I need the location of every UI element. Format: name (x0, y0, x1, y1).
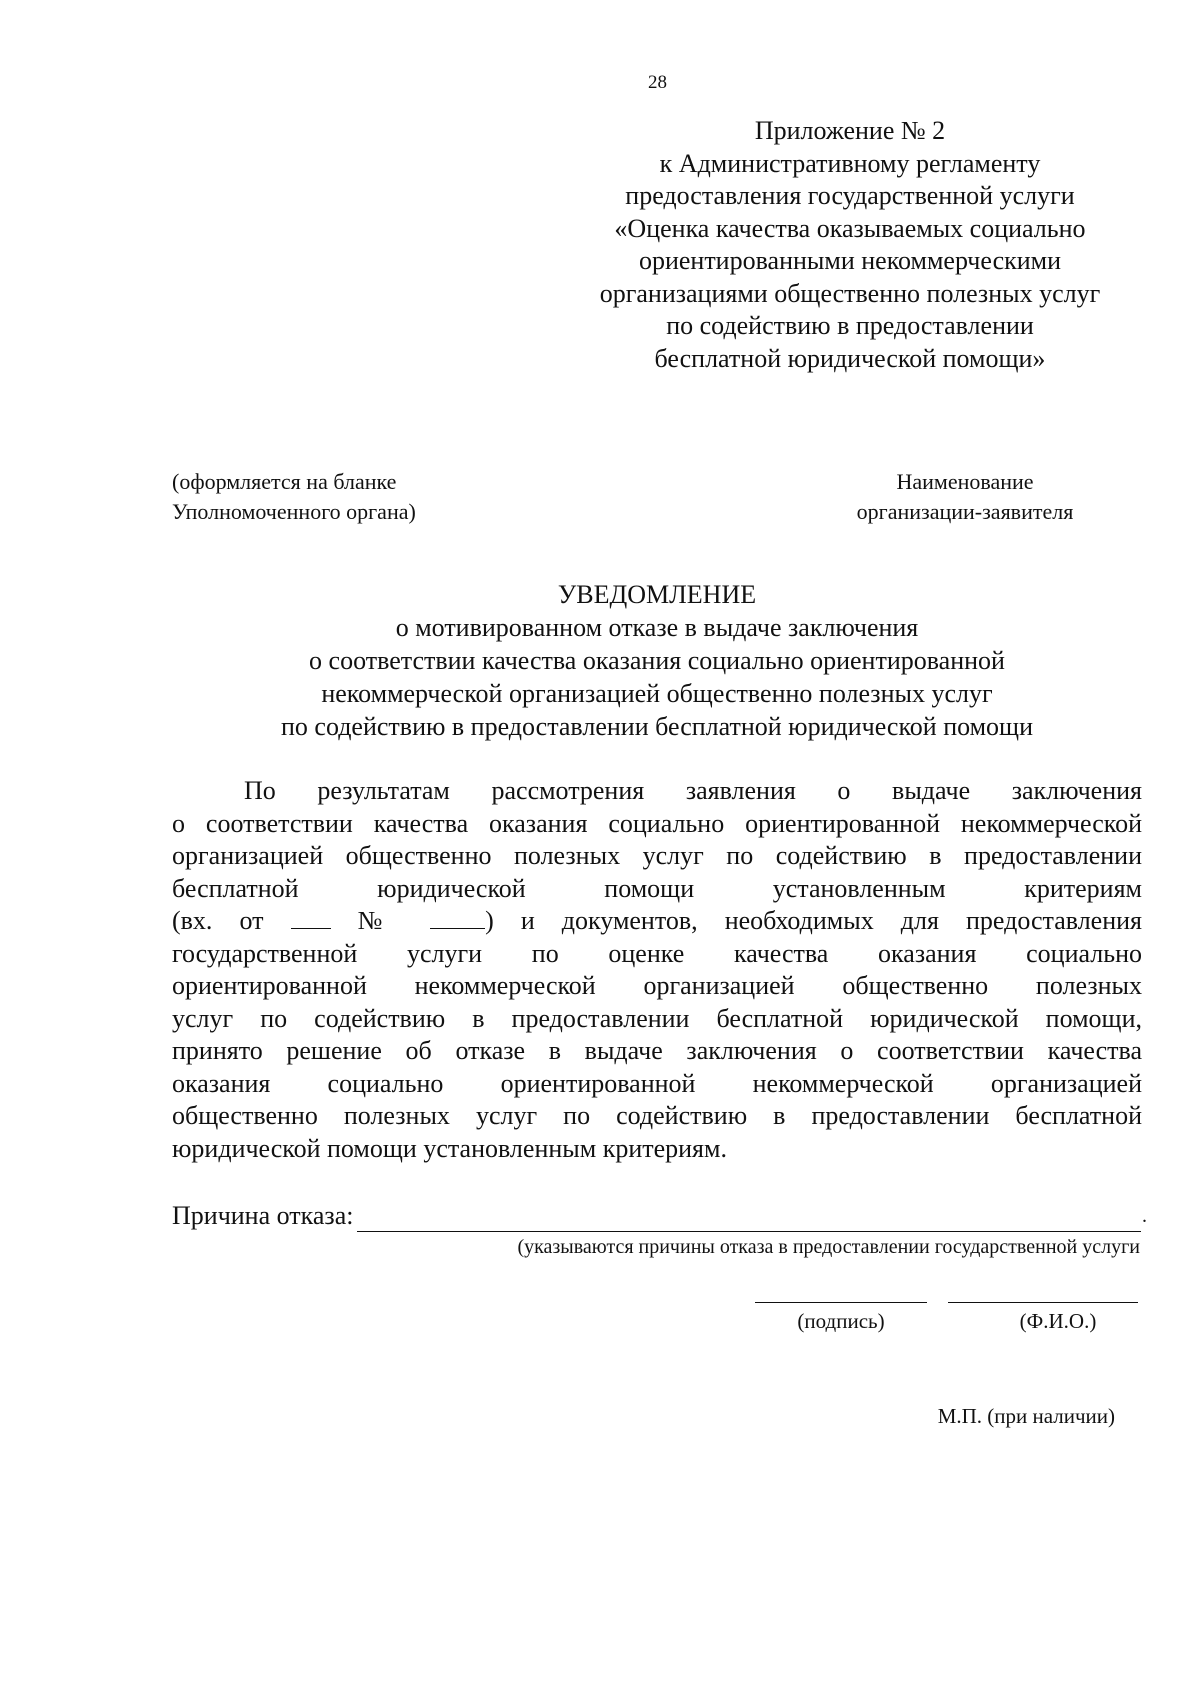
body-line: бесплатной юридической помощи установленным критериям (172, 873, 1142, 903)
page-number: 28 (648, 72, 667, 93)
recipient-line: Наименование (896, 469, 1034, 494)
body-line: ориентированной некоммерческой организацией общественно полезных (172, 971, 1142, 1000)
body-line: услуг по содействию в предоставлении бесплатной юридической помощи, (172, 1003, 1142, 1033)
notice-subtitle-line: о мотивированном отказе в выдаче заключения (395, 613, 919, 642)
incoming-suffix: ) и документов, необходимых для предоставления (485, 906, 1142, 935)
appendix-line: к Административному регламенту (659, 148, 1041, 178)
body-line: принято решение об отказе в выдаче заключения о соответствии качества (172, 1036, 1142, 1065)
appendix-line: по содействию в предоставлении (666, 311, 1034, 340)
recipient-line: организации-заявителя (856, 499, 1074, 524)
appendix-header (570, 115, 1130, 375)
full-name-label: (Ф.И.О.) (1019, 1309, 1097, 1333)
notice-subtitle-line: о соответствии качества оказания социально ориентированной (309, 646, 1005, 675)
body-line: По результатам рассмотрения заявления о выдаче заключения (244, 776, 1142, 805)
number-sign: № (357, 906, 404, 935)
notice-title: УВЕДОМЛЕНИЕ (557, 580, 757, 609)
appendix-line: «Оценка качества оказываемых социально (614, 213, 1086, 243)
appendix-line: ориентированными некоммерческими (638, 246, 1062, 275)
signature-label: (подпись) (797, 1309, 885, 1333)
refusal-reason-field[interactable] (357, 1205, 1141, 1232)
seal-note: М.П. (при наличии) (937, 1404, 1115, 1428)
notice-subtitle-line: по содействию в предоставлении бесплатной юридической помощи (281, 712, 1033, 741)
appendix-line: организациями общественно полезных услуг (599, 278, 1101, 308)
notice-subtitle-line: некоммерческой организацией общественно полезных услуг (321, 679, 993, 708)
body-line: оказания социально ориентированной некоммерческой организацией (172, 1068, 1142, 1098)
letterhead-note-line: (оформляется на бланке (172, 469, 397, 494)
letterhead-note-line: Уполномоченного органа) (172, 499, 416, 524)
incoming-number-blank (430, 908, 485, 929)
refusal-reason-label: Причина отказа: (172, 1201, 354, 1230)
refusal-reason-hint: (указываются причины отказа в предоставлении государственной услуги (517, 1236, 1140, 1258)
body-line: государственной услуги по оценке качества оказания социально (172, 938, 1142, 968)
body-line: юридической помощи установленным критериям. (172, 1133, 727, 1163)
refusal-reason-end-mark: . (1142, 1205, 1147, 1227)
body-line-registration (172, 905, 1142, 938)
appendix-line: бесплатной юридической помощи» (654, 343, 1046, 373)
incoming-prefix: (вх. от (172, 906, 264, 935)
appendix-line: Приложение № 2 (754, 116, 946, 145)
notice-heading (172, 578, 1142, 743)
body-line: о соответствии качества оказания социально ориентированной некоммерческой (172, 808, 1142, 838)
body-paragraph (172, 775, 1142, 1165)
incoming-date-blank (291, 908, 331, 929)
body-line: общественно полезных услуг по содействию в предоставлении бесплатной (172, 1101, 1142, 1130)
body-line: организацией общественно полезных услуг по содействию в предоставлении (172, 841, 1142, 870)
refusal-reason-row (172, 1200, 1147, 1232)
signature-field[interactable] (755, 1302, 927, 1303)
recipient-block (830, 467, 1100, 527)
appendix-line: предоставления государственной услуги (625, 181, 1075, 210)
full-name-field[interactable] (948, 1302, 1138, 1303)
letterhead-note (172, 467, 416, 527)
